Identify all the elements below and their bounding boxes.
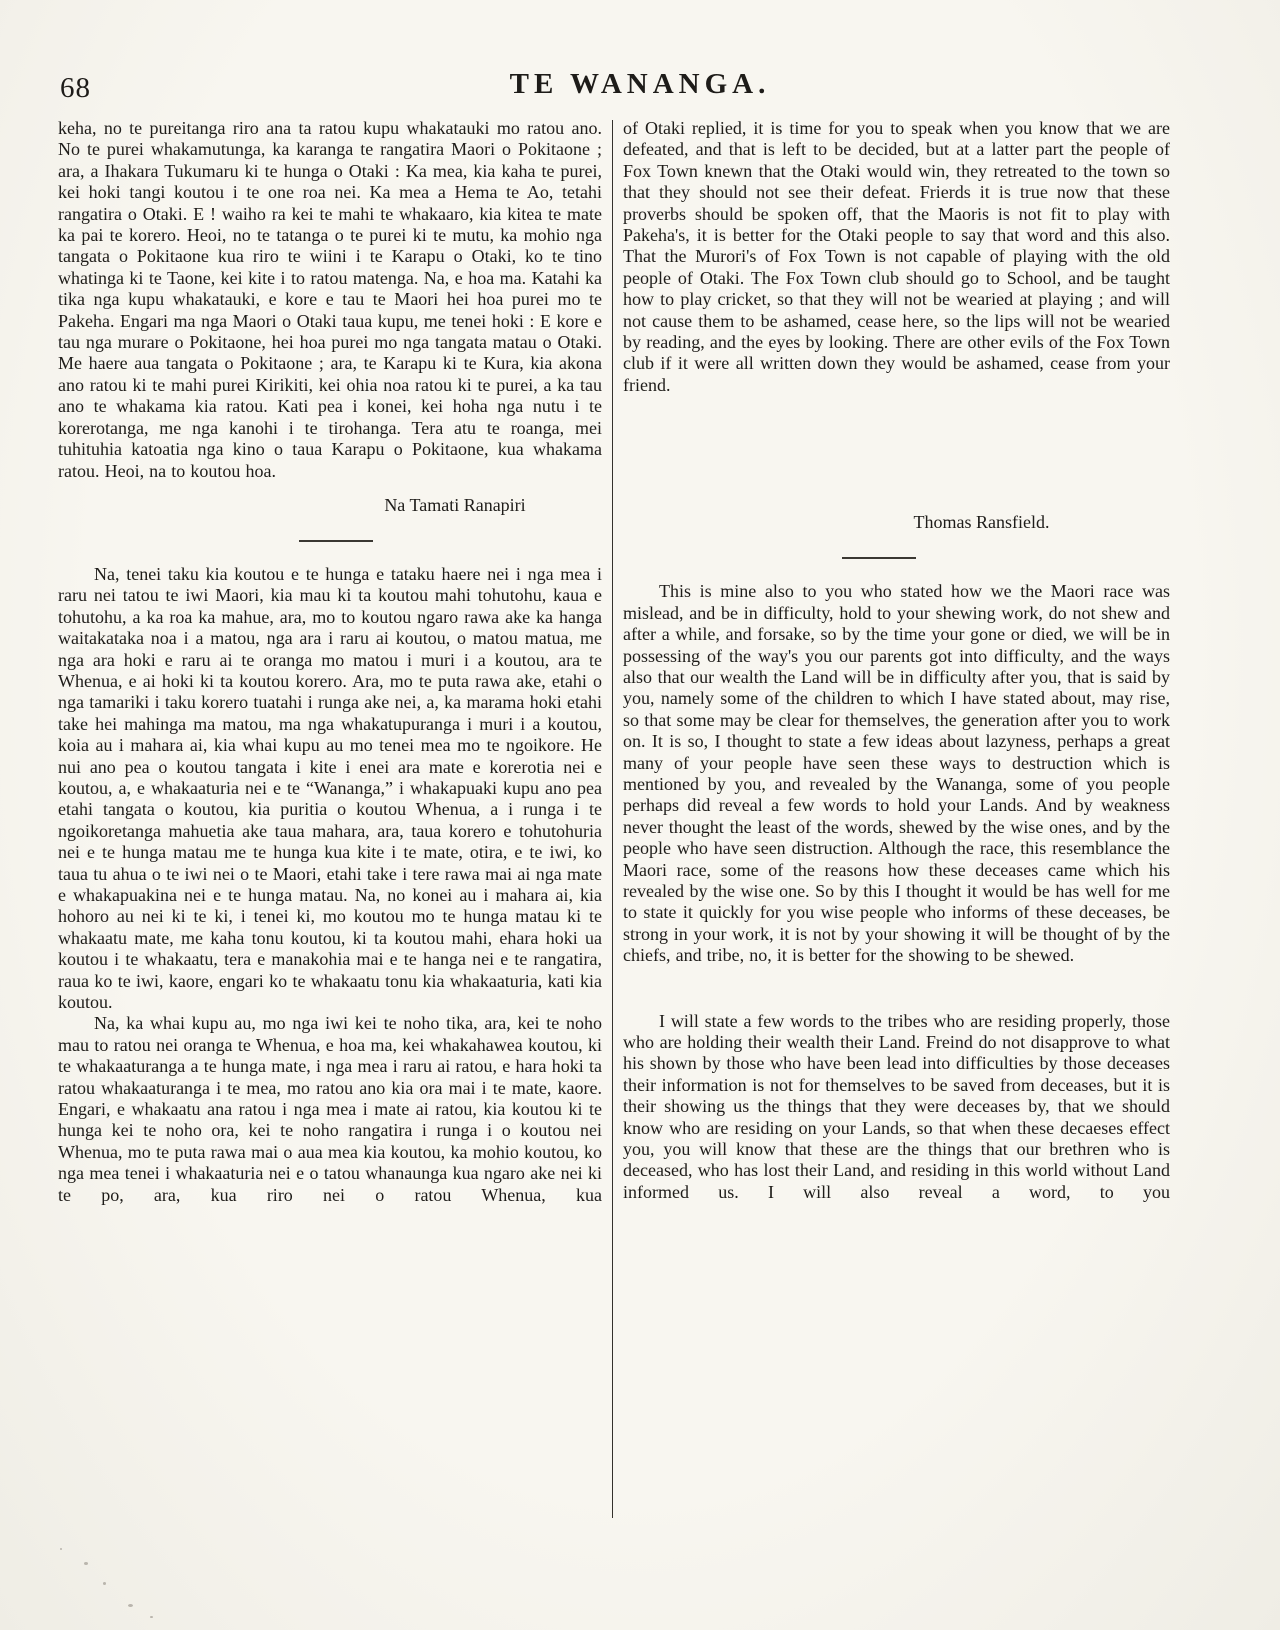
right-column [623,118,1170,1518]
page-number: 68 [60,72,91,104]
scan-artifact [150,1616,153,1618]
right-signature: Thomas Ransfield. [913,512,1050,533]
right-paragraph-2: This is mine also to you who stated how we the Maori race was mislead, and be in difficulty, hold to your shewing work, do not shew and after a while, and forsake, so by the time your gone or died, we will be in possessing of the way's you our parents got into difficulty, and the ways also that our wealth the Land will be in difficulty after you, that is said by you, namely some of the children to which I have stated about, may rise, so that some may be clear for themselves, the generation after you to work on. It is so, I thought to state a few ideas about lazyness, perhaps a great many of your people have seen these ways to destruction which is mentioned by you, and revealed by the Wananga, some of you people perhaps did reveal a few words to hold your Lands. And by weakness never thought the least of the words, shewed by the wise ones, and by the people who have seen distruction. Although the race, this resemblance the Maori race, some of the reasons how these deceases came which his revealed by the wise one. So by this I thought it would be has well for me to state it quickly for you wise people who informs of these deceases, be strong in your work, it is not by your showing it will be thought of by the chiefs, and tribe, no, it is better for the showing to be shewed. [623,581,1170,966]
masthead [0,0,1280,118]
scan-artifact [60,1548,62,1550]
left-section-divider [299,540,373,542]
left-signature: Na Tamati Ranapiri [384,494,526,515]
left-column [58,118,602,1518]
scan-artifact [103,1582,106,1585]
right-paragraph-3: I will state a few words to the tribes who are residing properly, those who are holding their wealth their Land. Freind do not disapprove to what his shown by those who have been lead into difficulties by those deceases their information is not for themselves to be saved from deceases, but it is their showing us the things that they were deceases by, that we should know who are residing on your Lands, so that when these decaeses effect you, you will know that these are the things that our brethren who is deceased, who has lost their Land, and residing in this world without Land informed us. I will also reveal a word, to you [623,1010,1170,1202]
right-paragraph-1: of Otaki replied, it is time for you to speak when you know that we are defeated, and that is left to be decided, but at a latter part the people of Fox Town knewn that the Otaki would win, they retreated to the town so that they should not see their defeat. Frierds it is true now that these proverbs should be spoken off, that the Maoris is not fit to play with Pakeha's, it is better for the Otaki people to say that word and this also. That the Murori's of Fox Town is not capable of playing with the old people of Otaki. The Fox Town club should go to School, and be taught how to play cricket, so that they will not be wearied at playing ; and will not cause them to be ashamed, cease here, so the lips will not be wearied by reading, and the eyes by looking. There are other evils of the Fox Town club if it were all written down they would be ashamed, cease from your friend. [623,118,1170,395]
left-paragraph-3: Na, ka whai kupu au, mo nga iwi kei te noho tika, ara, kei te noho mau to ratou nei oranga te Whenua, e hoa ma, kei whakahawea koutou, ki te whakaaturanga a te hunga mate, i nga mea i raru ai ratou, e hara hoki ta ratou whakaaturanga i te mea, mo ratou ano kia ora mai i te mate, kaore. Engari, e whakaatu ana ratou i nga mea i mate ai ratou, kia koutou ki te hunga kei te noho ora, kei te noho rangatira i runga i o koutou nei Whenua, mo te puta rawa mai o aua mea kia koutou, ka mohio koutou, ko nga mea tenei i whakaaturia nei e o tatou whanaunga kua ngaro ake nei ki te po, ara, kua riro nei o ratou Whenua, kua [58,1013,602,1205]
left-paragraph-2: Na, tenei taku kia koutou e te hunga e tataku haere nei i nga mea i raru nei tatou te iwi Maori, kia mau ki ta koutou mahi tohutohu, kaua e tohutohu, a ka roa ka mahue, ara, mo to koutou ngaro rawa ake ka hanga waitakataka noa i a matou, nga ara i raru ai koutou, o matou matua, me nga ara hoki e raru ai te oranga mo matou i muri i a koutou, ara te Whenua, e ai hoki ki ta koutou korero. Ara, mo te puta rawa ake, etahi o nga tamariki i taku korero tuatahi i runga ake nei, a, ka marama hoki etahi take hei mahinga ma matou, ma nga whakatupuranga i muri i a koutou, koia au i mahara ai, kia whai kupu au mo tenei mea mo te ngoikore. He nui ano pea o koutou tangata i kite i enei ara mate e korerotia nei e koutou, a, e whakaaturia nei e te “Wananga,” i whakapuaki kupu ano pea etahi tangata o koutou, kia puritia o koutou Whenua, a i runga i te ngoikoretanga mahuetia ake taua mahara, ara, taua korero e tohutohuria nei e te hunga matau me te hunga kua kite i te mate, otira, e te iwi, ko taua tu ahua o te iwi nei o te Maori, etahi take i tere rawa mai ai nga mate e whakapuakina nei e te hunga matau. Na, no konei au i mahara ai, kia hohoro au nei ki te ki, i tenei ki, mo koutou mo te hunga matau ki te whakaatu mate, me kaha tonu koutou, ki ta koutou mahi, ehara hoki ua koutou i te whakaatu, tera e manakohia mai e te hanga nei e te rangatira, raua ko te iwi, kaore, engari ko te whakaatu tonu kia whakaaturia, kati kia koutou. [58,563,602,1013]
right-section-divider [842,557,916,559]
scan-artifact [128,1604,133,1607]
page-title: TE WANANGA. [509,68,771,100]
column-divider-rule [612,120,613,1518]
left-paragraph-1: keha, no te pureitanga riro ana ta ratou kupu whakatauki mo ratou ano. No te purei whakamutunga, ka karanga te rangatira Maori o Pokitaone ; ara, a Ihakara Tukumaru ki te hunga o Otaki : Ka mea, kia kaha te purei, kei hoki tangi koutou i te one roa nei. Ka mea a Hema te Ao, tetahi rangatira o Otaki. E ! waiho ra kei te mahi te whakaaro, kia kitea te mate ka pai te korero. Heoi, no te tatanga o te purei ki te mutu, ka mohio nga tangata o Pokitaone kua riro te wiini i te Karapu o Otaki, ko te tino whatinga ki te Taone, kei kite i to ratou matenga. Na, e hoa ma. Katahi ka tika nga kupu whakatauki, e kore e tau te Maori hei hoa purei mo te Pakeha. Engari ma nga Maori o Otaki taua kupu, me tenei hoki : E kore e tau nga murare o Pokitaone, hei hoa purei mo nga tangata matau o Otaki. Me haere aua tangata o Pokitaone ; ara, te Karapu ki te Kura, kia akona ano ratou ki te mahi purei Kirikiti, kei ohia noa ratou ki te purei, a ka tau ano te whakama kia ratou. Kati pea i konei, kei hoha nga nutu i te korerotanga, me nga kanohi i te tirohanga. Tera atu te roanga, mei tuhituhia katoatia nga kino o taua Karapu o Pokitaone, kua whakama ratou. Heoi, na to koutou hoa. [58,118,602,481]
scan-artifact [84,1562,88,1565]
text-columns [0,118,1280,1518]
